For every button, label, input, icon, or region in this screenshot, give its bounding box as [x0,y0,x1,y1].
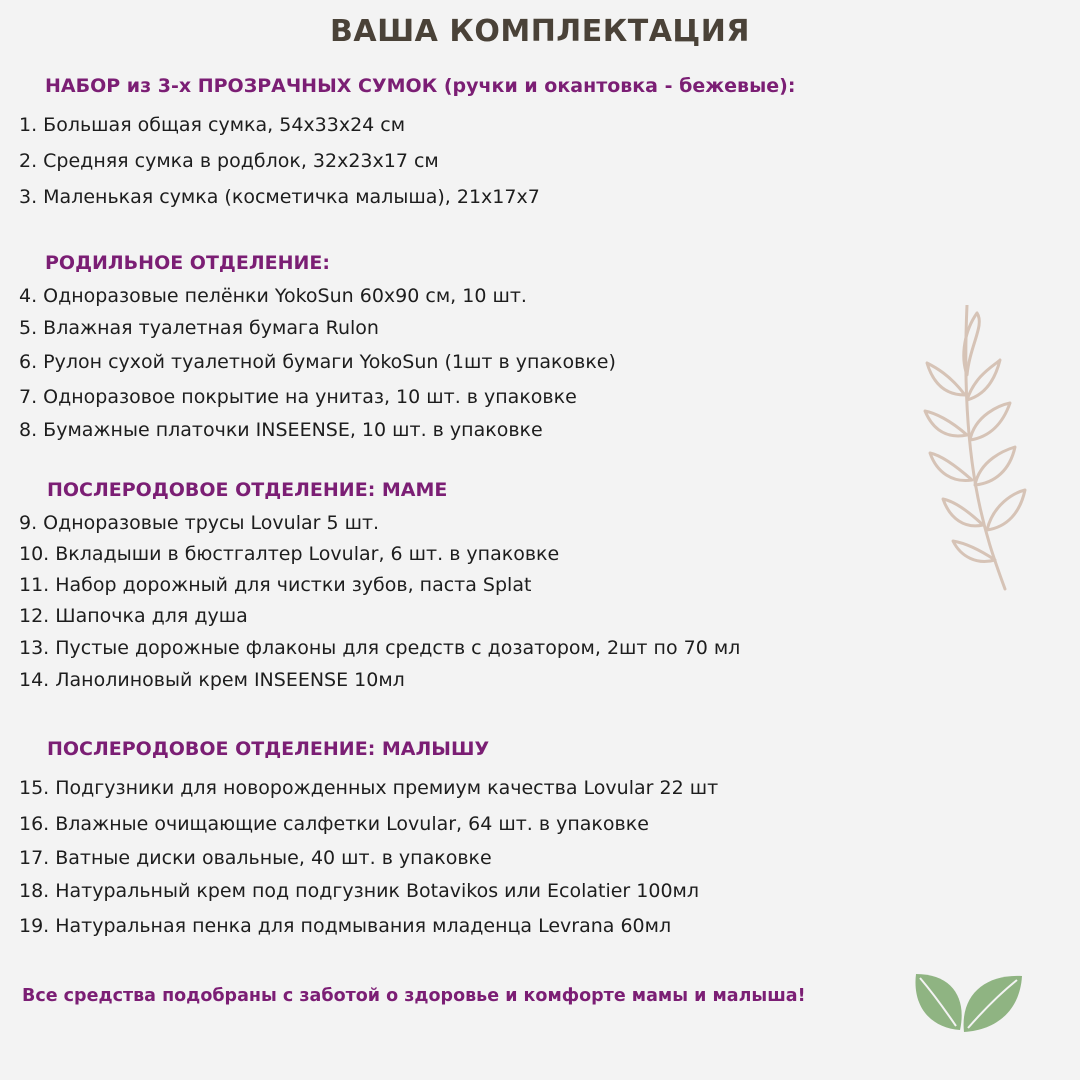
list-item: 2. Средняя сумка в родблок, 32х23х17 см [19,150,439,172]
section-heading-postpartum-mom: ПОСЛЕРОДОВОЕ ОТДЕЛЕНИЕ: МАМЕ [47,479,448,501]
footer-note: Все средства подобраны с заботой о здоровье и комфорте мамы и малыша! [22,986,806,1006]
list-item: 3. Маленькая сумка (косметичка малыша), 21х17х7 [19,186,540,208]
list-item: 4. Одноразовые пелёнки YokoSun 60х90 см, 10 шт. [19,285,527,307]
list-item: 13. Пустые дорожные флаконы для средств с дозатором, 2шт по 70 мл [19,637,741,659]
list-item: 18. Натуральный крем под подгузник Botavikos или Ecolatier 100мл [19,880,700,902]
section-heading-postpartum-baby: ПОСЛЕРОДОВОЕ ОТДЕЛЕНИЕ: МАЛЫШУ [47,738,490,760]
page-title: ВАША КОМПЛЕКТАЦИЯ [330,14,750,49]
list-item: 16. Влажные очищающие салфетки Lovular, 64 шт. в упаковке [19,813,649,835]
section-heading-bags: НАБОР из 3-х ПРОЗРАЧНЫХ СУМОК (ручки и окантовка - бежевые): [45,75,796,97]
list-item: 8. Бумажные платочки INSEENSE, 10 шт. в упаковке [19,419,543,441]
list-item: 11. Набор дорожный для чистки зубов, паста Splat [19,574,532,596]
list-item: 12. Шапочка для душа [19,605,248,627]
list-item: 15. Подгузники для новорожденных премиум качества Lovular 22 шт [19,777,719,799]
list-item: 1. Большая общая сумка, 54х33х24 см [19,114,406,136]
section-heading-maternity: РОДИЛЬНОЕ ОТДЕЛЕНИЕ: [45,252,330,274]
list-item: 5. Влажная туалетная бумага Rulon [19,317,379,339]
list-item: 14. Ланолиновый крем INSEENSE 10мл [19,669,405,691]
list-item: 19. Натуральная пенка для подмывания младенца Levrana 60мл [19,915,672,937]
list-item: 6. Рулон сухой туалетной бумаги YokoSun (1шт в упаковке) [19,351,616,373]
branch-icon [915,305,1035,595]
list-item: 7. Одноразовое покрытие на унитаз, 10 шт. в упаковке [19,386,577,408]
list-item: 9. Одноразовые трусы Lovular 5 шт. [19,512,380,534]
list-item: 17. Ватные диски овальные, 40 шт. в упаковке [19,847,492,869]
leaves-icon [912,968,1027,1038]
list-item: 10. Вкладыши в бюстгалтер Lovular, 6 шт. в упаковке [19,543,560,565]
